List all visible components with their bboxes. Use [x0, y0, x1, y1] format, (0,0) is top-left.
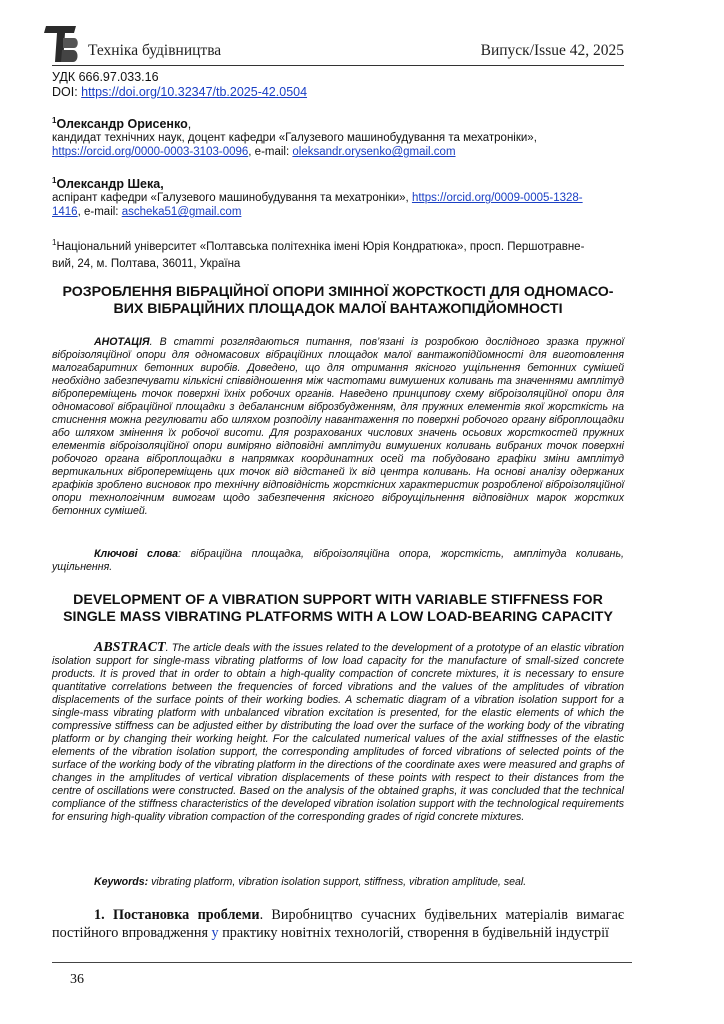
author-2-email-label: e-mail:: [80, 206, 122, 219]
en-abstract-text: . The article deals with the issues related to the development of a prototype of an elastic vibration isolation support for single-mass vibrating platforms of low load capacity for the manufacture of small-sized concrete products. It is proved that in order to obtain a high-quality compaction of concrete mixtures, it is necessary to ensure quantitative correlations between the frequencies of forced vibrations and the values of the amplitudes of vibration displacements of the surface points of their working bodies. A schematic diagram of a vibration isolation support for a single-mass vibrating platform with unbalanced vibration excitation is presented, for the elastic elements of which the compressive stiffness can be adjusted either by distributing the load over the surface of the working body of the vibrating platform or by changing their working height. For the calculated numerical values of the axial stiffnesses of the elastic elements of the vibration isolation support, the corresponding amplitudes of forced vibrations of selected points of the surface of the working body of the vibrating platform in the directions of the coordinate axes were measured and graphs of changes in the amplitudes of vertical vibration displacements of these points with respect to their distances from the centre of oscillations were constructed. Based on the analysis of the obtained graphs, it was concluded that the technical compliance of the stiffness characteristics of the developed vibration isolation support with the technological requirements for ensuring high-quality vibration compaction of the corresponding grades of rigid concrete mixtures.: [52, 642, 624, 823]
author-1-name: $^1$Олександр Орисенко,: [52, 116, 192, 132]
page-header: [44, 24, 624, 66]
en-title-line-1: DEVELOPMENT OF A VIBRATION SUPPORT WITH VARIABLE STIFFNESS FOR: [73, 592, 603, 608]
author-2-position: аспірант кафедри «Галузевого машинобудування та мехатроніки»,: [52, 192, 412, 205]
author-2-info: аспірант кафедри «Галузевого машинобудування та мехатроніки», https://orcid.org/0009-0005-1328- 1416, e-mail: ascheka51@gmail.com: [52, 192, 583, 219]
en-keywords: [52, 876, 624, 889]
author-1-email-link[interactable]: oleksandr.orysenko@gmail.com: [292, 146, 456, 159]
ua-title-line-1: РОЗРОБЛЕННЯ ВІБРАЦІЙНОЇ ОПОРИ ЗМІННОЇ ЖОРСТКОСТІ ДЛЯ ОДНОМАСО-: [62, 284, 614, 300]
affiliation-line-1: [52, 234, 624, 256]
footer-divider: [52, 962, 632, 963]
affiliation: [52, 234, 624, 273]
journal-title: Техніка будівництва: [88, 42, 222, 59]
ua-keywords-label: Ключові слова: [94, 548, 179, 560]
ua-keywords: [52, 548, 624, 574]
en-keywords-text: vibrating platform, vibration isolation support, stiffness, vibration amplitude, seal.: [148, 876, 527, 888]
en-keywords-label: Keywords:: [94, 876, 149, 888]
author-2-sup: 1: [52, 176, 57, 185]
en-abstract: [52, 641, 624, 824]
ua-abstract: [52, 336, 624, 518]
author-2-name: [52, 176, 624, 191]
affiliation-line-2: вий, 24, м. Полтава, 36011, Україна: [52, 257, 241, 270]
en-abstract-label: ABSTRACT: [94, 640, 166, 655]
author-1-orcid-link[interactable]: https://orcid.org/0000-0003-3103-0096: [52, 146, 249, 159]
author-1-name-text: Олександр Орисенко: [56, 117, 188, 132]
ua-abstract-text: . В статті розглядаються питання, пов’язані із розробкою дослідного зразка пружної віброізоляційної опори для одномасових вібраційних площадок малої вантажопідйомності для виготовлення малогабаритних бетонних виробів. Доведено, що для отримання якісного ущільнення бетонних сумішей необхідно забезпечувати кількісні співвідношення між частотами вимушених коливань та значеннями амплітуд віброперемiщень точок поверхні їхніх робочих органів. Наведено принципову схему віброізоляційної опори для одномасової вібраційної площадки з дебалансним вiброзбудженням, для пружних елементів якої жорсткість на стиснення можна регулювати або шляхом розподілу навантаження по поверхні робочого органу віброплощадки або шляхом змінення їх робочої висоти. Для розрахованих числових значень осьових жорсткостей пружних елементів віброізоляційної опори виміряно відповідні амплітуди вимушених коливань вибраних точок поверхні робочого органа віброплощадки в напрямках координатних осей та побудовано графіки зміни амплітуд вертикальних віброперемiщень цих точок від відстаней їх від центра коливань. На основі аналізу одержаних графіків зроблено висновок про технічну відповідність жорсткісних характеристик розробленої віброізоляційної опори технологічним вимогам щодо забезпечення якісного віброущільнення відповідних марок жорстких бетонних сумішей.: [52, 336, 624, 517]
section-1-highlight: у: [211, 925, 219, 941]
author-1-sup: 1: [52, 116, 57, 125]
author-1-info: [52, 131, 624, 159]
en-title: [52, 592, 624, 626]
affiliation-sup: 1: [52, 238, 57, 247]
author-2-email-link[interactable]: ascheka51@gmail.com: [121, 206, 242, 219]
en-title-line-2: SINGLE MASS VIBRATING PLATFORMS WITH A LOW LOAD-BEARING CAPACITY: [63, 609, 613, 625]
author-1-contacts: [52, 145, 624, 159]
doi-label: DOI:: [52, 85, 82, 99]
author-2-orcid-link-part1[interactable]: https://orcid.org/0009-0005-1328-: [411, 192, 583, 205]
author-1-email-label: , e-mail:: [248, 146, 293, 159]
ua-abstract-label: АНОТАЦІЯ: [94, 336, 150, 348]
doi-link[interactable]: https://doi.org/10.32347/tb.2025-42.0504: [81, 85, 308, 99]
section-1-intro: [52, 906, 624, 942]
author-2: [52, 176, 624, 219]
header-divider: [52, 65, 624, 66]
udc-code: УДК 666.97.033.16: [52, 70, 159, 84]
section-1-text-a: . Виробництво сучасних будівельних матеріалів вимагає постійного впровадження: [52, 907, 624, 941]
page-number: 36: [70, 972, 84, 987]
article-meta: [52, 70, 624, 100]
ua-title-line-2: ВИХ ВІБРАЦІЙНИХ ПЛОЩАДОК МАЛОЇ ВАНТАЖОПІДЙОМНОСТІ: [113, 301, 563, 317]
issue-label: Випуск/Issue 42, 2025: [480, 42, 624, 59]
ua-title: [52, 284, 624, 318]
doi-line: [52, 85, 624, 100]
author-2-orcid-link-part2[interactable]: 1416: [52, 206, 78, 219]
section-1-text-b: практику новітніх технологій, створення в будівельній індустрії: [218, 925, 609, 941]
affiliation-line-1-text: Національний університет «Полтавська політехніка імені Юрія Кондратюка», просп. Першотравне-: [56, 240, 585, 253]
journal-logo-icon: [44, 24, 78, 64]
author-1: [52, 116, 624, 159]
ua-keywords-text: : вібраційна площадка, віброізоляційна опора, жорсткість, амплітуда коливань, ущільнення.: [52, 548, 624, 573]
author-1-position: кандидат технічних наук, доцент кафедри «Галузевого машинобудування та мехатроніки»,: [52, 132, 537, 145]
section-1-heading: 1. Постановка проблеми: [94, 907, 260, 923]
author-2-name-text: Олександр Шека,: [56, 177, 164, 192]
